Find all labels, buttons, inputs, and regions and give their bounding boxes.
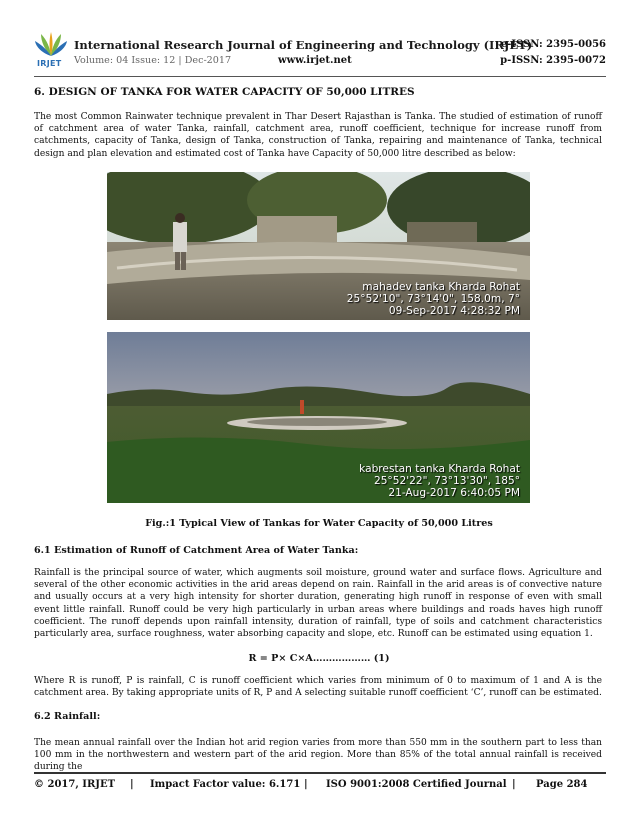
photo-2-geotag: kabrestan tanka Kharda Rohat 25°52'22", 73°13'30", 185° 21-Aug-2017 6:40:05 PM	[359, 463, 520, 499]
figure-caption: Fig.:1 Typical View of Tankas for Water Capacity of 50,000 Litres	[145, 518, 493, 529]
header-divider	[34, 76, 606, 77]
footer-separator: |	[512, 779, 516, 790]
footer-impact-factor: Impact Factor value: 6.171	[150, 779, 301, 790]
footer-copyright: © 2017, IRJET	[34, 779, 116, 790]
footer-page-number: Page 284	[536, 779, 588, 790]
logo-text: IRJET	[37, 59, 62, 68]
eissn: e-ISSN: 2395-0056	[500, 39, 606, 50]
equation-explanation: Where R is runoff, P is rainfall, C is runoff coefficient which varies from minimum of 0 to maximum of 1 and A is the catchment area. By taking appropriate units of R, P and A selecting suitable runoff coefficient ‘C’, runoff can be estimated.	[34, 676, 602, 699]
section-heading-6: 6. DESIGN OF TANKA FOR WATER CAPACITY OF 50,000 LITRES	[34, 86, 415, 98]
irjet-logo	[34, 30, 68, 72]
footer-divider	[34, 772, 606, 774]
photo-1-geotag: mahadev tanka Kharda Rohat 25°52'10", 73°14'0", 158.0m, 7° 09-Sep-2017 4:28:32 PM	[346, 281, 520, 317]
section-6-2-paragraph: The mean annual rainfall over the Indian hot arid region varies from more than 550 mm in the southern part to less than 100 mm in the northwestern and western part of the arid region. More than 85% of the total annual rainfall is received during the	[34, 738, 602, 773]
section-6-1-paragraph: Rainfall is the principal source of water, which augments soil moisture, ground water and surface flows. Agriculture and several of the other economic activities in the arid areas depend on rain. Rainfall in the arid areas is of convective nature and usually occurs at a very high intensity for shorter duration, generating high runoff in response of even with small event little rainfall. Runoff could be very high particularly in urban areas where buildings and roads haves high runoff coefficient. The runoff depends upon rainfall intensity, duration of rainfall, type of soils and catchment characteristics particularly area, surface roughness, water absorbing capacity and slope, etc. Runoff can be estimated using equation 1.	[34, 568, 602, 640]
footer-separator: |	[130, 779, 134, 790]
page-footer	[34, 779, 606, 793]
pissn: p-ISSN: 2395-0072	[500, 55, 606, 66]
section-heading-6-2: 6.2 Rainfall:	[34, 711, 101, 722]
journal-website[interactable]: www.irjet.net	[278, 55, 352, 66]
section-6-paragraph: The most Common Rainwater technique prevalent in Thar Desert Rajasthan is Tanka. The studied of estimation of runoff of catchment area of water Tanka, rainfall, catchment area, runoff coefficient, technique for increase runoff from catchments, capacity of Tanka, design of Tanka, construction of Tanka, repairing and maintenance of Tanka, technical design and plan elevation and estimated cost of Tanka have Capacity of 50,000 litre described as below:	[34, 112, 602, 159]
footer-separator: |	[304, 779, 308, 790]
journal-title: International Research Journal of Engineering and Technology (IRJET)	[74, 38, 533, 52]
section-heading-6-1: 6.1 Estimation of Runoff of Catchment Area of Water Tanka:	[34, 545, 359, 556]
equation-1: R = P× C×A……………… (1)	[248, 653, 390, 664]
footer-iso: ISO 9001:2008 Certified Journal	[326, 779, 507, 790]
journal-header	[34, 30, 606, 74]
volume-issue: Volume: 04 Issue: 12 | Dec-2017	[74, 55, 232, 66]
photo-kabrestan-tanka	[107, 332, 530, 503]
photo-mahadev-tanka	[107, 172, 530, 320]
